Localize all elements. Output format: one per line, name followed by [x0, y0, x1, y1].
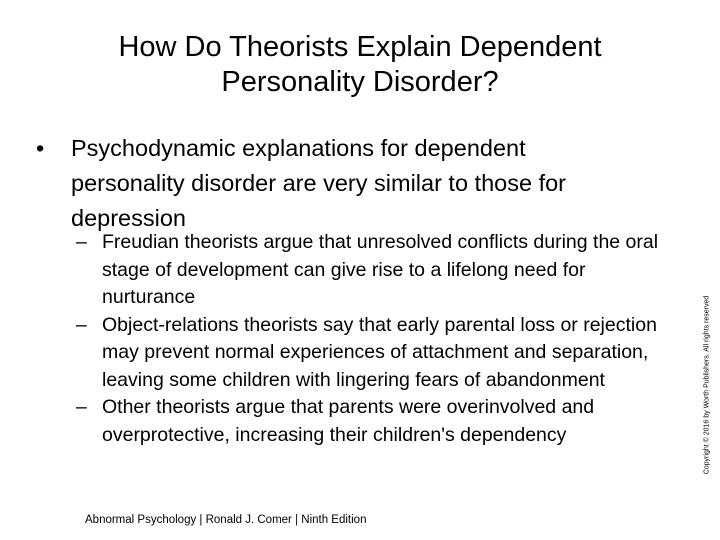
sub-bullet-text: Other theorists argue that parents were overinvolved and overprotective, increasing their children's dependency — [102, 396, 595, 446]
sub-bullet-text: Freudian theorists argue that unresolved conflicts during the oral stage of development can give rise to a lifelong need for nurturance — [102, 231, 659, 308]
sub-bullet-marker: – — [76, 231, 87, 253]
sub-bullet-marker: – — [76, 313, 87, 336]
main-bullet — [36, 131, 616, 236]
sub-bullet-list — [76, 229, 666, 449]
slide-footer: Abnormal Psychology | Ronald J. Comer | Ninth Edition — [85, 514, 367, 526]
slide-title-line-1: How Do Theorists Explain Dependent — [118, 31, 602, 63]
bullet-marker: • — [36, 135, 45, 161]
main-bullet-text: Psychodynamic explanations for dependent personality disorder are very similar to those for depression — [71, 135, 567, 231]
sub-bullet-text: Object-relations theorists say that early parental loss or rejection may prevent normal experiences of attachment and separation, leaving some children with lingering fears of abandonment — [102, 313, 657, 391]
sub-bullet-object-relations — [76, 312, 666, 395]
sub-bullet-marker: – — [76, 396, 87, 418]
copyright-notice: Copyright © 2016 by Worth Publishers. All rights reserved — [703, 295, 711, 475]
slide-title-line-2: Personality Disorder? — [221, 66, 499, 98]
slide-title — [40, 30, 680, 100]
sub-bullet-freudian — [76, 229, 666, 312]
sub-bullet-other-theorists — [76, 394, 666, 449]
